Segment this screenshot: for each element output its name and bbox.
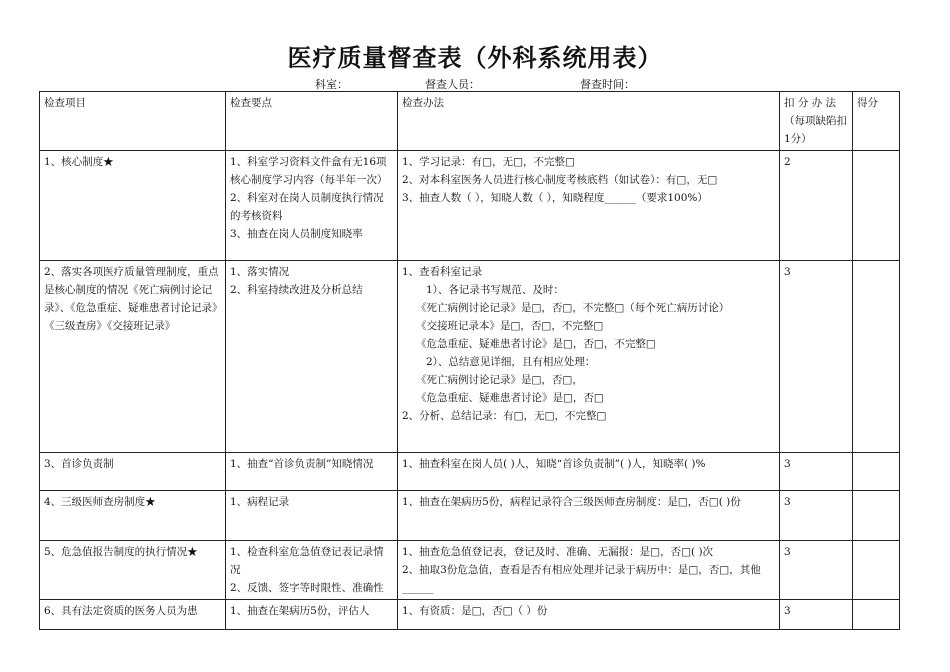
method-line: 1、学习记录：有□，无□，不完整□ xyxy=(402,156,575,168)
table-header-row xyxy=(40,92,900,151)
point-line: 2、科室对在岗人员制度执行情况的考核资料 xyxy=(230,192,384,222)
method-cell xyxy=(398,541,780,600)
method-line: 2、分析、总结记录：有□，无□，不完整□ xyxy=(402,410,607,422)
deduct-cell: 3 xyxy=(780,453,853,491)
dept-label: 科室： xyxy=(315,78,348,91)
score-cell xyxy=(853,600,900,630)
method-line: 《死亡病例讨论记录》是□，否□，不完整□（每个死亡病历讨论） xyxy=(416,302,730,314)
method-line: 3、抽查人数（ ），知晓人数（ ），知晓程度______（要求100%） xyxy=(402,192,708,204)
point-line: 1、落实情况 xyxy=(230,266,290,278)
header-deduct: 扣 分 办 法（每项缺陷扣1分） xyxy=(780,92,853,151)
item-cell: 4、三级医师查房制度★ xyxy=(40,491,226,541)
inspection-table xyxy=(39,91,900,630)
item-cell: 3、首诊负责制 xyxy=(40,453,226,491)
point-line: 2、反馈、签字等时限性、准确性 xyxy=(230,582,384,594)
table-row xyxy=(40,491,900,541)
table-row xyxy=(40,151,900,261)
score-cell xyxy=(853,541,900,600)
point-line: 2、科室持续改进及分析总结 xyxy=(230,284,363,296)
method-cell xyxy=(398,491,780,541)
page-title: 医疗质量督查表（外科系统用表） xyxy=(287,43,663,72)
header-item: 检查项目 xyxy=(40,92,226,151)
deduct-cell: 2 xyxy=(780,151,853,261)
table-row xyxy=(40,600,900,630)
method-line: 《危急重症、疑难患者讨论》是□，否□ xyxy=(416,392,604,404)
table-row xyxy=(40,261,900,453)
method-cell xyxy=(398,600,780,630)
points-cell xyxy=(226,453,398,491)
header-score: 得分 xyxy=(853,92,900,151)
point-line: 1、抽查“首诊负责制”知晓情况 xyxy=(230,458,374,470)
method-line: 《交接班记录本》是□，否□，不完整□ xyxy=(416,320,604,332)
score-cell xyxy=(853,491,900,541)
method-line: 2、抽取3份危急值，查看是否有相应处理并记录于病历中：是□，否□，其他______ xyxy=(402,564,761,594)
header-points: 检查要点 xyxy=(226,92,398,151)
header-method: 检查办法 xyxy=(398,92,780,151)
item-cell: 5、危急值报告制度的执行情况★ xyxy=(40,541,226,600)
method-line: 《死亡病例讨论记录》是□，否□， xyxy=(416,374,583,386)
inspection-time-label: 督查时间： xyxy=(580,78,635,91)
points-cell xyxy=(226,491,398,541)
method-line: 1、抽查危急值登记表，登记及时、准确、无漏报：是□，否□( )次 xyxy=(402,546,714,558)
score-cell xyxy=(853,453,900,491)
item-cell: 6、具有法定资质的医务人员为患 xyxy=(40,600,226,630)
table-row xyxy=(40,541,900,600)
method-cell xyxy=(398,453,780,491)
method-line: 1、抽查科室在岗人员( )人，知晓“首诊负责制”( )人，知晓率( )% xyxy=(402,458,706,470)
method-line: 1、查看科室记录 xyxy=(402,266,483,278)
method-line: 2）、总结意见详细，且有相应处理： xyxy=(426,356,596,368)
points-cell xyxy=(226,541,398,600)
method-line: 1、抽查在架病历5份，病程记录符合三级医师查房制度：是□，否□( )份 xyxy=(402,496,741,508)
item-cell: 1、核心制度★ xyxy=(40,151,226,261)
deduct-cell: 3 xyxy=(780,600,853,630)
method-line: 2、对本科室医务人员进行核心制度考核底档（如试卷）：有□，无□ xyxy=(402,174,718,186)
method-cell xyxy=(398,261,780,453)
item-cell: 2、落实各项医疗质量管理制度，重点是核心制度的情况《死亡病例讨论记录》、《危急重症、疑难患者讨论记录》《三级查房》《交接班记录》 xyxy=(40,261,226,453)
point-line: 1、检查科室危急值登记表记录情况 xyxy=(230,546,384,576)
points-cell xyxy=(226,261,398,453)
deduct-cell: 3 xyxy=(780,261,853,453)
point-line: 1、抽查在架病历5份，评估人 xyxy=(230,605,370,617)
method-line: 1、有资质：是□，否□（ ）份 xyxy=(402,605,548,617)
points-cell xyxy=(226,151,398,261)
point-line: 3、抽查在岗人员制度知晓率 xyxy=(230,228,363,240)
score-cell xyxy=(853,261,900,453)
inspector-label: 督查人员： xyxy=(425,78,480,91)
method-cell xyxy=(398,151,780,261)
score-cell xyxy=(853,151,900,261)
point-line: 1、科室学习资料文件盒有无16项核心制度学习内容（每半年一次） xyxy=(230,156,388,186)
points-cell xyxy=(226,600,398,630)
method-line: 1）、各记录书写规范、及时： xyxy=(426,284,564,296)
deduct-cell: 3 xyxy=(780,541,853,600)
deduct-cell: 3 xyxy=(780,491,853,541)
point-line: 1、病程记录 xyxy=(230,496,290,508)
method-line: 《危急重症、疑难患者讨论》是□，否□，不完整□ xyxy=(416,338,656,350)
table-row xyxy=(40,453,900,491)
